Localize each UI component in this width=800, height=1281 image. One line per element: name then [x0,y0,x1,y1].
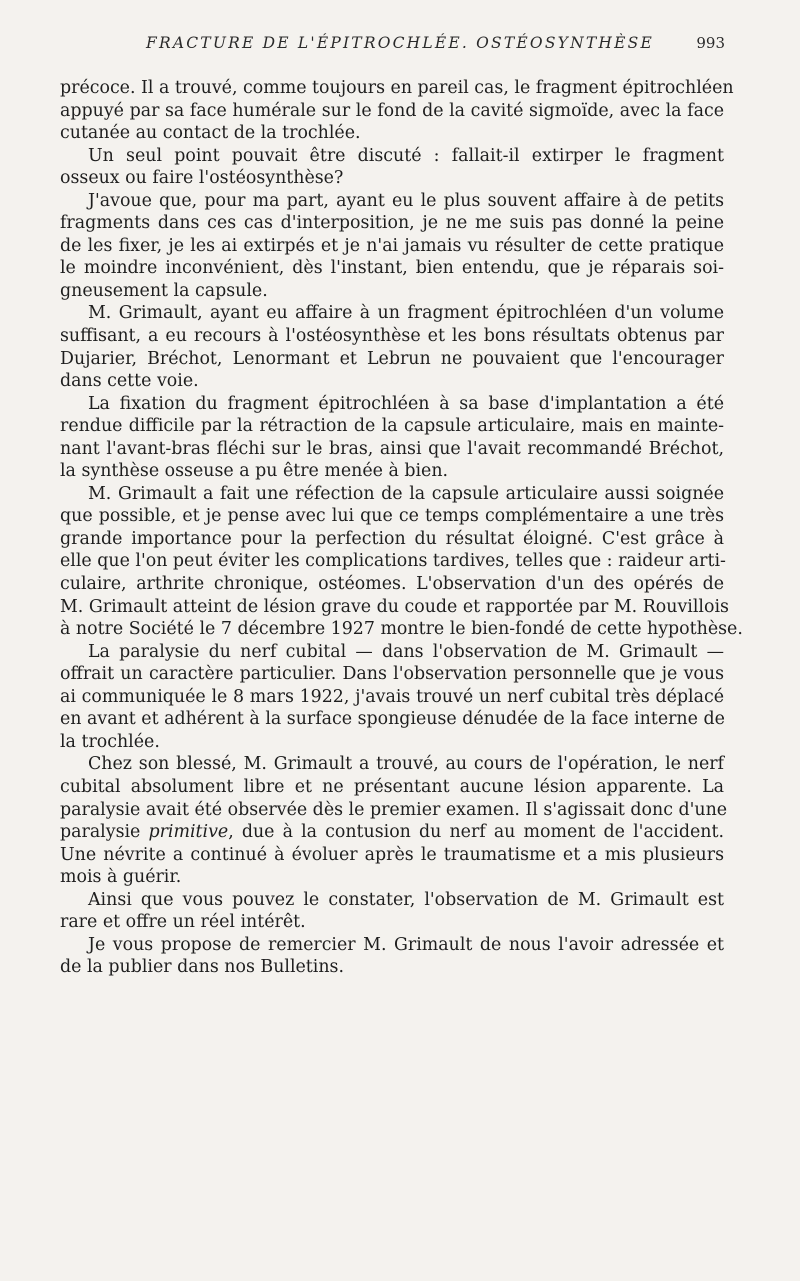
text-line: offrait un caractère particulier. Dans l'observation personnelle que je vous [60,664,724,685]
text-line: cubital absolument libre et ne présentant aucune lésion apparente. La [60,776,724,797]
text-line: elle que l'on peut éviter les complications tardives, telles que : raideur arti- [60,551,726,572]
text-line: Dujarier, Bréchot, Lenormant et Lebrun ne pouvaient que l'encourager [60,348,724,369]
text-line: cutanée au contact de la trochlée. [60,123,361,144]
text-line: appuyé par sa face humérale sur le fond de la cavité sigmoïde, avec la face [60,100,724,121]
text-line: Chez son blessé, M. Grimault a trouvé, au cours de l'opération, le nerf [88,754,724,775]
text-segment: paralysie [60,822,149,843]
text-line: M. Grimault a fait une réfection de la capsule articulaire aussi soignée [88,483,724,504]
text-line: gneusement la capsule. [60,280,268,301]
text-line: J'avoue que, pour ma part, ayant eu le plus souvent affaire à de petits [88,190,724,211]
text-line: en avant et adhérent à la surface spongieuse dénudée de la face interne de [60,709,725,730]
text-line: grande importance pour la perfection du résultat éloigné. C'est grâce à [60,528,724,549]
text-line: de la publier dans nos Bulletins. [60,957,345,978]
text-line: nant l'avant-bras fléchi sur le bras, ainsi que l'avait recommandé Bréchot, [60,438,724,459]
text-line: que possible, et je pense avec lui que ce temps complémentaire a une très [60,506,724,527]
text-segment: , due à la contusion du nerf au moment de l'accident. [228,822,724,843]
text-line: ai communiquée le 8 mars 1922, j'avais trouvé un nerf cubital très déplacé [60,686,724,707]
text-line: osseux ou faire l'ostéosynthèse? [60,168,344,189]
italic-word: primitive [148,822,229,843]
text-line: suffisant, a eu recours à l'ostéosynthèse et les bons résultats obtenus par [60,326,724,347]
text-line: dans cette voie. [60,371,199,392]
text-line: La paralysie du nerf cubital — dans l'observation de M. Grimault — [88,641,724,662]
text-line: M. Grimault, ayant eu affaire à un fragment épitrochléen d'un volume [88,303,724,324]
text-line: de les fixer, je les ai extirpés et je n'ai jamais vu résulter de cette pratique [60,235,724,256]
text-line: Je vous propose de remercier M. Grimault de nous l'avoir adressée et [88,934,724,955]
text-line: à notre Société le 7 décembre 1927 montre le bien-fondé de cette hypothèse. [60,619,743,640]
page-number: 993 [696,34,725,52]
text-line: rare et offre un réel intérêt. [60,912,306,933]
text-line: La fixation du fragment épitrochléen à sa base d'implantation a été [88,393,724,414]
text-line: culaire, arthrite chronique, ostéomes. L'observation d'un des opérés de [60,574,724,595]
text-line: la trochlée. [60,731,160,752]
running-header [60,34,725,58]
text-line: la synthèse osseuse a pu être menée à bien. [60,461,449,482]
text-line: mois à guérir. [60,867,182,888]
text-line: précoce. Il a trouvé, comme toujours en pareil cas, le fragment épitrochléen [60,78,734,98]
text-line: le moindre inconvénient, dès l'instant, bien entendu, que je réparais soi- [60,258,724,279]
text-line: rendue difficile par la rétraction de la capsule articulaire, mais en mainte- [60,416,724,437]
body-text [60,77,743,979]
text-line: Un seul point pouvait être discuté : fallait-il extirper le fragment [88,145,724,166]
text-line: Ainsi que vous pouvez le constater, l'observation de M. Grimault est [88,889,724,910]
text-line: paralysie avait été observée dès le premier examen. Il s'agissait donc d'une [60,799,728,820]
text-line: fragments dans ces cas d'interposition, je ne me suis pas donné la peine [60,213,724,234]
text-line [60,821,724,844]
running-title: FRACTURE DE L'ÉPITROCHLÉE. OSTÉOSYNTHÈSE [146,34,654,52]
text-line: M. Grimault atteint de lésion grave du coude et rapportée par M. Rouvillois [60,596,729,617]
text-line: Une névrite a continué à évoluer après le traumatisme et a mis plusieurs [60,844,724,865]
